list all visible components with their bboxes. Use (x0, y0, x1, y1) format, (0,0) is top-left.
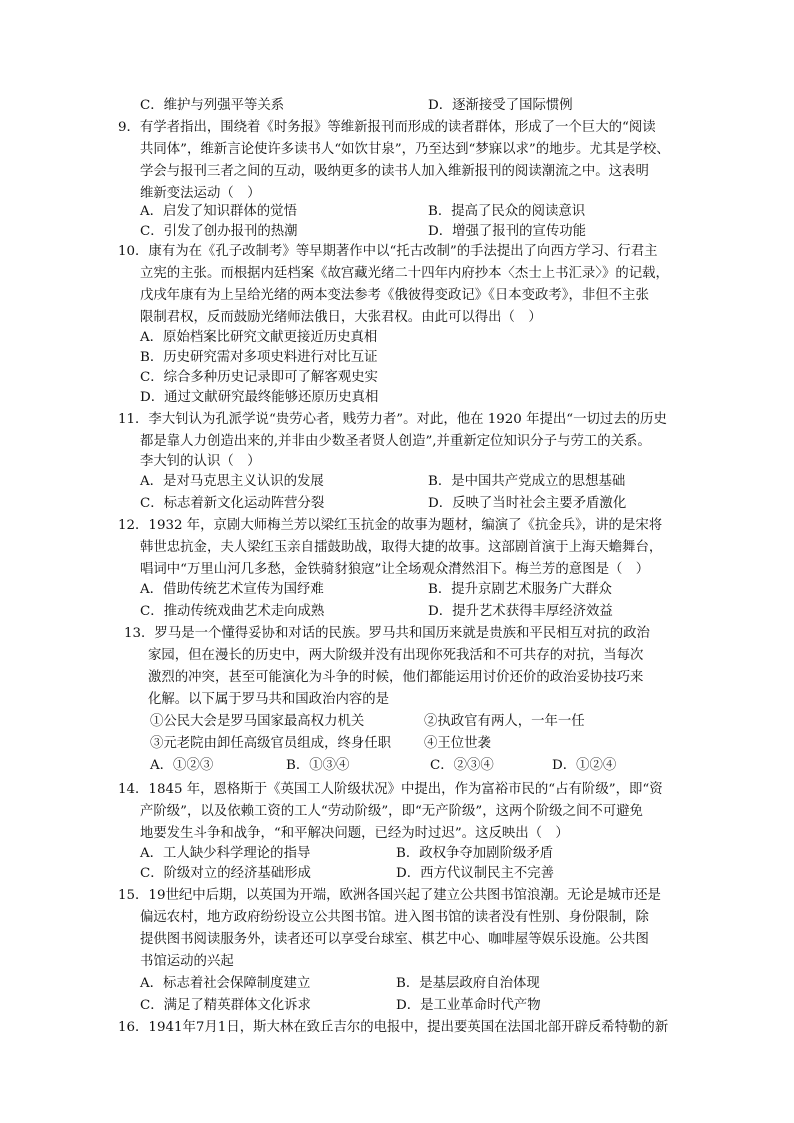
q10-option-b: B．历史研究需对多项史料进行对比互证 (140, 350, 378, 365)
q13-item-1: ①公民大会是罗马国家最高权力机关 (150, 714, 365, 729)
q13-line-3: 激烈的冲突，甚至可能演化为斗争的时候，他们都能运用讨价还价的政治妥协技巧来 (148, 670, 644, 685)
q11-line-3: 李大钊的认识（ ） (140, 454, 261, 469)
q12-option-a: A．借助传统艺术宣传为国纾难 (140, 582, 324, 597)
q15-option-d: D．是工业革命时代产物 (396, 998, 541, 1013)
q15-line-2: 偏远农村，地方政府纷纷设立公共图书馆。进入图书馆的读者没有性别、身份限制，除 (140, 910, 649, 925)
q14-line-2: 产阶级”，以及依赖工资的工人“劳动阶级”，即“无产阶级”，这两个阶级之间不可避免 (140, 804, 643, 819)
q8-option-d: D．逐渐接受了国际惯例 (428, 98, 573, 113)
q14-line-3: 地要发生斗争和战争，“和平解决问题，已经为时过迟”。这反映出（ ） (140, 826, 569, 841)
q10-option-a: A．原始档案比研究文献更接近历史真相 (140, 330, 378, 345)
q13-line-2: 家园，但在漫长的历史中，两大阶级并没有出现你死我活和不可共存的对抗，当每次 (148, 648, 644, 663)
q14-option-b: B．政权争夺加剧阶级矛盾 (396, 846, 554, 861)
q15-line-1: 15．19世纪中后期，以英国为开端，欧洲各国兴起了建立公共图书馆浪潮。无论是城市还是 (118, 888, 661, 903)
q13-item-2: ②执政官有两人，一年一任 (424, 714, 585, 729)
q12-option-b: B．提升京剧艺术服务广大群众 (428, 582, 612, 597)
q11-option-c: C．标志着新文化运动阵营分裂 (140, 496, 325, 511)
q11-line-2: 都是靠人力创造出来的,并非由少数圣者贤人创造”,并重新定位知识分子与劳工的关系。 (140, 434, 651, 449)
q13-option-c: C．②③④ (430, 758, 494, 773)
q10-option-d: D．通过文献研究最终能够还原历史真相 (140, 390, 379, 405)
q15-option-c: C．满足了精英群体文化诉求 (140, 998, 311, 1013)
q15-option-a: A．标志着社会保障制度建立 (140, 976, 311, 991)
q14-option-d: D．西方代议制民主不完善 (396, 866, 555, 881)
q15-option-b: B．是基层政府自治体现 (396, 976, 540, 991)
q10-line-1: 10．康有为在《孔子改制考》等早期著作中以“托古改制”的手法提出了向西方学习、行君主 (118, 244, 658, 259)
q12-line-3: 唱词中“万里山河几多愁，金铁骑豺狼寇”让全场观众潸然泪下。梅兰芳的意图是（ ） (140, 562, 650, 577)
q12-line-1: 12．1932 年，京剧大师梅兰芳以梁红玉抗金的故事为题材，编演了《抗金兵》，讲的是宋将 (118, 518, 663, 533)
q8-option-c: C．维护与列强平等关系 (140, 98, 285, 113)
q14-option-c: C．阶级对立的经济基础形成 (140, 866, 311, 881)
q13-item-4: ④王位世袭 (424, 736, 491, 751)
q11-option-b: B．是中国共产党成立的思想基础 (428, 474, 626, 489)
q11-line-1: 11．李大钊认为孔派学说“贵劳心者，贱劳力者”。对此，他在 1920 年提出“一切过去的历史 (118, 412, 667, 427)
q10-line-2: 立宪的主张。而根据内廷档案《故宫藏光绪二十四年内府抄本〈杰士上书汇录〉》的记载， (140, 266, 669, 281)
q13-option-d: D．①②④ (552, 758, 617, 773)
q12-line-2: 韩世忠抗金，夫人梁红玉亲自擂鼓助战，取得大捷的故事。这部剧首演于上海天蟾舞台， (140, 540, 663, 555)
q9-option-b: B．提高了民众的阅读意识 (428, 204, 586, 219)
q13-option-b: B．①③④ (286, 758, 350, 773)
q13-item-3: ③元老院由卸任高级官员组成，终身任职 (150, 736, 392, 751)
q9-line-1: 9．有学者指出，围绕着《时务报》等维新报刊而形成的读者群体，形成了一个巨大的“阅读 (118, 120, 656, 135)
q13-line-1: 13．罗马是一个懂得妥协和对话的民族。罗马共和国历来就是贵族和平民相互对抗的政治 (124, 626, 650, 641)
q15-line-4: 书馆运动的兴起 (140, 954, 234, 969)
q16-line-1: 16．1941年7月1日，斯大林在致丘吉尔的电报中，提出要英国在法国北部开辟反希特勒的新 (118, 1020, 669, 1035)
q10-line-4: 限制君权，反而鼓励光绪师法俄日，大张君权。由此可以得出（ ） (140, 310, 542, 325)
q14-option-a: A．工人缺少科学理论的指导 (140, 846, 311, 861)
q9-line-3: 学会与报刊三者之间的互动，吸纳更多的读书人加入维新报刊的阅读潮流之中。这表明 (140, 164, 649, 179)
q12-option-d: D．提升艺术获得丰厚经济效益 (428, 604, 613, 619)
q13-option-a: A．①②③ (150, 758, 214, 773)
q9-option-c: C．引发了创办报刊的热潮 (140, 224, 298, 239)
q9-option-a: A．启发了知识群体的觉悟 (140, 204, 297, 219)
q15-line-3: 提供图书阅读服务外，读者还可以享受台球室、棋艺中心、咖啡屋等娱乐设施。公共图 (140, 932, 649, 947)
q9-line-2: 共同体”，维新言论使许多读书人“如饮甘泉”，乃至达到“梦寐以求”的地步。尤其是学校、 (140, 142, 670, 157)
q11-option-d: D．反映了当时社会主要矛盾激化 (428, 496, 627, 511)
q9-line-4: 维新变法运动（ ） (140, 186, 261, 201)
q12-option-c: C．推动传统戏曲艺术走向成熟 (140, 604, 325, 619)
q14-line-1: 14．1845 年，恩格斯于《英国工人阶级状况》中提出，作为富裕市民的“占有阶级”，即“资 (118, 782, 663, 797)
q10-line-3: 戊戌年康有为上呈给光绪的两本变法参考《俄彼得变政记》《日本变政考》，非但不主张 (140, 288, 649, 303)
q11-option-a: A．是对马克思主义认识的发展 (140, 474, 324, 489)
q13-line-4: 化解。以下属于罗马共和国政治内容的是 (148, 692, 390, 707)
q10-option-c: C．综合多种历史记录即可了解客观史实 (140, 370, 378, 385)
q9-option-d: D．增强了报刊的宣传功能 (428, 224, 587, 239)
